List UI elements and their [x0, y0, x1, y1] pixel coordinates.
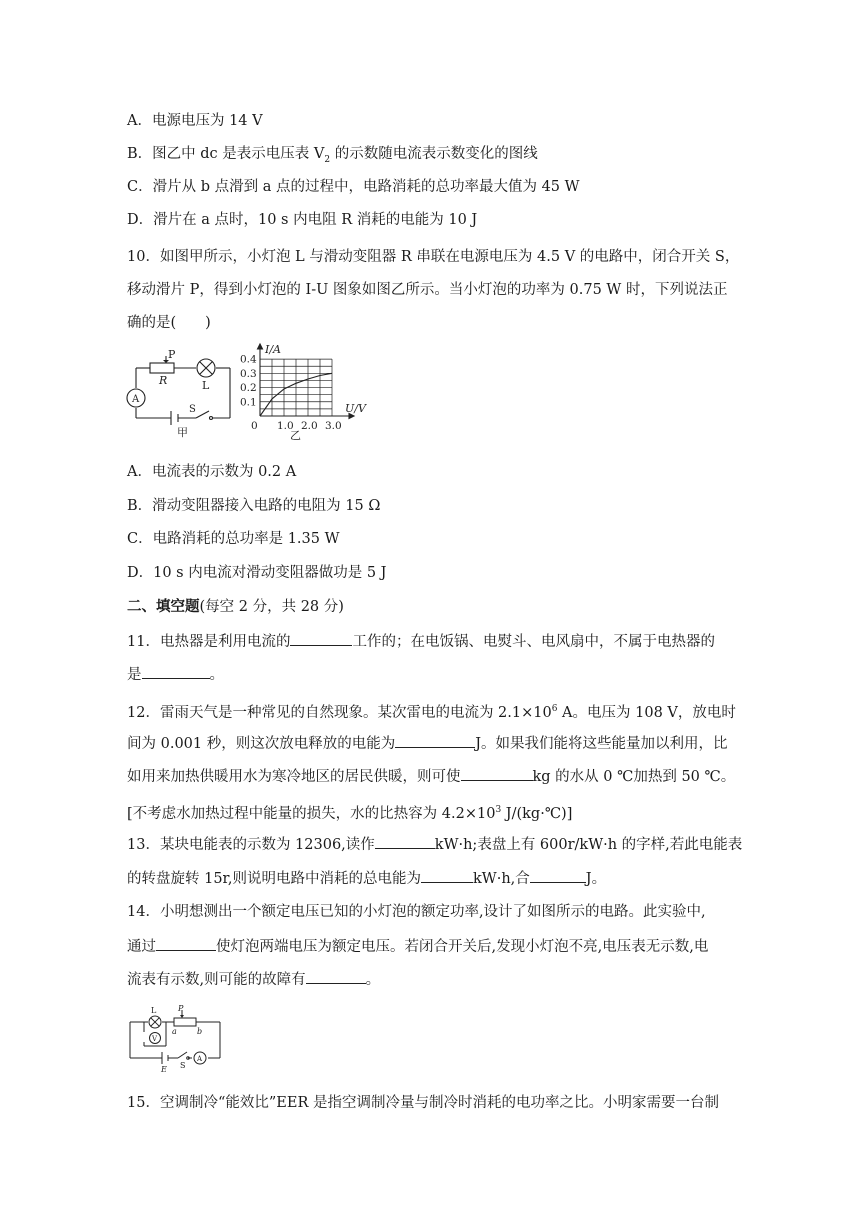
q12-line3: 如用来加热供暖用水为寒冷地区的居民供暖，则可使 kg 的水从 0 ℃加热到 50 ℃。 [127, 766, 735, 787]
q10-option-c: C．电路消耗的总功率是 1.35 W [127, 531, 340, 547]
q14-label-s: S [180, 1061, 186, 1070]
y-axis-arrow-icon [258, 344, 263, 349]
q14-line2: 通过 使灯泡两端电压为额定电压。若闭合开关后,发现小灯泡不亮,电压表无示数,电 [127, 936, 708, 957]
q9-option-c: C．滑片从 b 点滑到 a 点的过程中，电路消耗的总功率最大值为 45 W [127, 179, 580, 195]
y-tick-label: 0.4 [240, 353, 257, 366]
x-tick-label: 0 [251, 420, 258, 432]
section-heading: 二、填空题(每空 2 分，共 28 分) [127, 598, 344, 615]
q14-label-p: P [178, 1004, 184, 1013]
q14-label-ammeter: A [197, 1055, 203, 1063]
q10-option-b: B．滑动变阻器接入电路的电阻为 15 Ω [127, 498, 381, 514]
q12-blank-2[interactable] [461, 766, 533, 781]
q14-line3: 流表有示数,则可能的故障有 。 [127, 969, 380, 990]
q10-option-d: D．10 s 内电流对滑动变阻器做功是 5 J [127, 565, 387, 581]
q13-blank-1[interactable] [375, 834, 435, 849]
label-l: L [202, 379, 210, 392]
q10-stem-line3: 确的是( ) [127, 315, 211, 331]
y-tick-label: 0.1 [240, 396, 257, 409]
x-tick-label: 2.0 [301, 420, 318, 432]
y-tick-label: 0.2 [240, 382, 257, 395]
q13-blank-3[interactable] [530, 868, 586, 883]
q15-line1: 15．空调制冷“能效比”EER 是指空调制冷量与制冷时消耗的电功率之比。小明家需要一台制 [127, 1095, 719, 1111]
q14-label-l: L [151, 1006, 157, 1015]
q12-line4: [不考虑水加热过程中能量的损失，水的比热容为 $4.2\times 10^3$ J/(kg·℃)] [127, 805, 573, 822]
q14-line1: 14．小明想测出一个额定电压已知的小灯泡的额定功率,设计了如图所示的电路。此实验中, [127, 904, 706, 920]
q13-line2: 的转盘旋转 15r,则说明电路中消耗的总电能为 kW·h,合 J。 [127, 868, 606, 889]
q11-line1: 11．电热器是利用电流的 工作的；在电饭锅、电熨斗、电风扇中，不属于电热器的 [127, 631, 715, 652]
q10-circuit-figure [126, 348, 236, 439]
q14-label-b: b [197, 1027, 203, 1036]
label-a: A [132, 394, 140, 405]
q12-line1: 12．雷雨天气是一种常见的自然现象。某次雷电的电流为 $2.1\times 10^6$ A。电压为 108 V，放电时 [127, 704, 736, 721]
q14-blank-1[interactable] [156, 936, 216, 951]
q10-stem-line1: 10．如图甲所示，小灯泡 L 与滑动变阻器 R 串联在电源电压为 4.5 V 的电路中，闭合开关 S， [127, 249, 740, 265]
label-jia: 甲 [177, 426, 188, 439]
q14-blank-2[interactable] [306, 969, 366, 984]
x-axis-label: U/V [345, 402, 366, 415]
q12-line2: 间为 0.001 秒，则这次放电释放的电能为 J。如果我们能将这些能量加以利用，比 [127, 733, 728, 754]
q13-blank-2[interactable] [421, 868, 473, 883]
q14-label-v: V [152, 1035, 158, 1043]
q14-label-e: E [161, 1065, 167, 1074]
q13-line1: 13．某块电能表的示数为 12306,读作 kW·h;表盘上有 600r/kW·h 的字样,若此电能表 [127, 834, 742, 855]
y-tick-label: 0.3 [240, 367, 257, 380]
q9-option-b: B．图乙中 dc 是表示电压表 $V_2$ 的示数随电流表示数变化的图线 [127, 146, 538, 165]
label-r: R [159, 374, 168, 387]
q12-blank-1[interactable] [395, 733, 475, 748]
q10-option-a: A．电流表的示数为 0.2 A [127, 464, 297, 480]
q14-label-a: a [172, 1027, 177, 1036]
q10-iu-chart [238, 340, 378, 440]
q14-circuit-figure [126, 1006, 226, 1072]
q11-line2: 是 。 [127, 664, 224, 685]
x-tick-label: 3.0 [325, 420, 342, 432]
y-axis-label: I/A [265, 343, 281, 356]
q11-blank-1[interactable] [290, 631, 352, 646]
x-tick-label: 1.0 [277, 420, 294, 432]
label-yi: 乙 [290, 429, 301, 442]
q9-option-a: A．电源电压为 14 V [127, 113, 263, 129]
q9-option-d: D．滑片在 a 点时，10 s 内电阻 R 消耗的电能为 10 J [127, 212, 478, 228]
q10-stem-line2: 移动滑片 P，得到小灯泡的 I-U 图象如图乙所示。当小灯泡的功率为 0.75 W 时，下列说法正 [127, 282, 728, 298]
label-p: P [168, 348, 176, 361]
q11-blank-2[interactable] [142, 664, 210, 679]
label-s: S [189, 404, 196, 415]
